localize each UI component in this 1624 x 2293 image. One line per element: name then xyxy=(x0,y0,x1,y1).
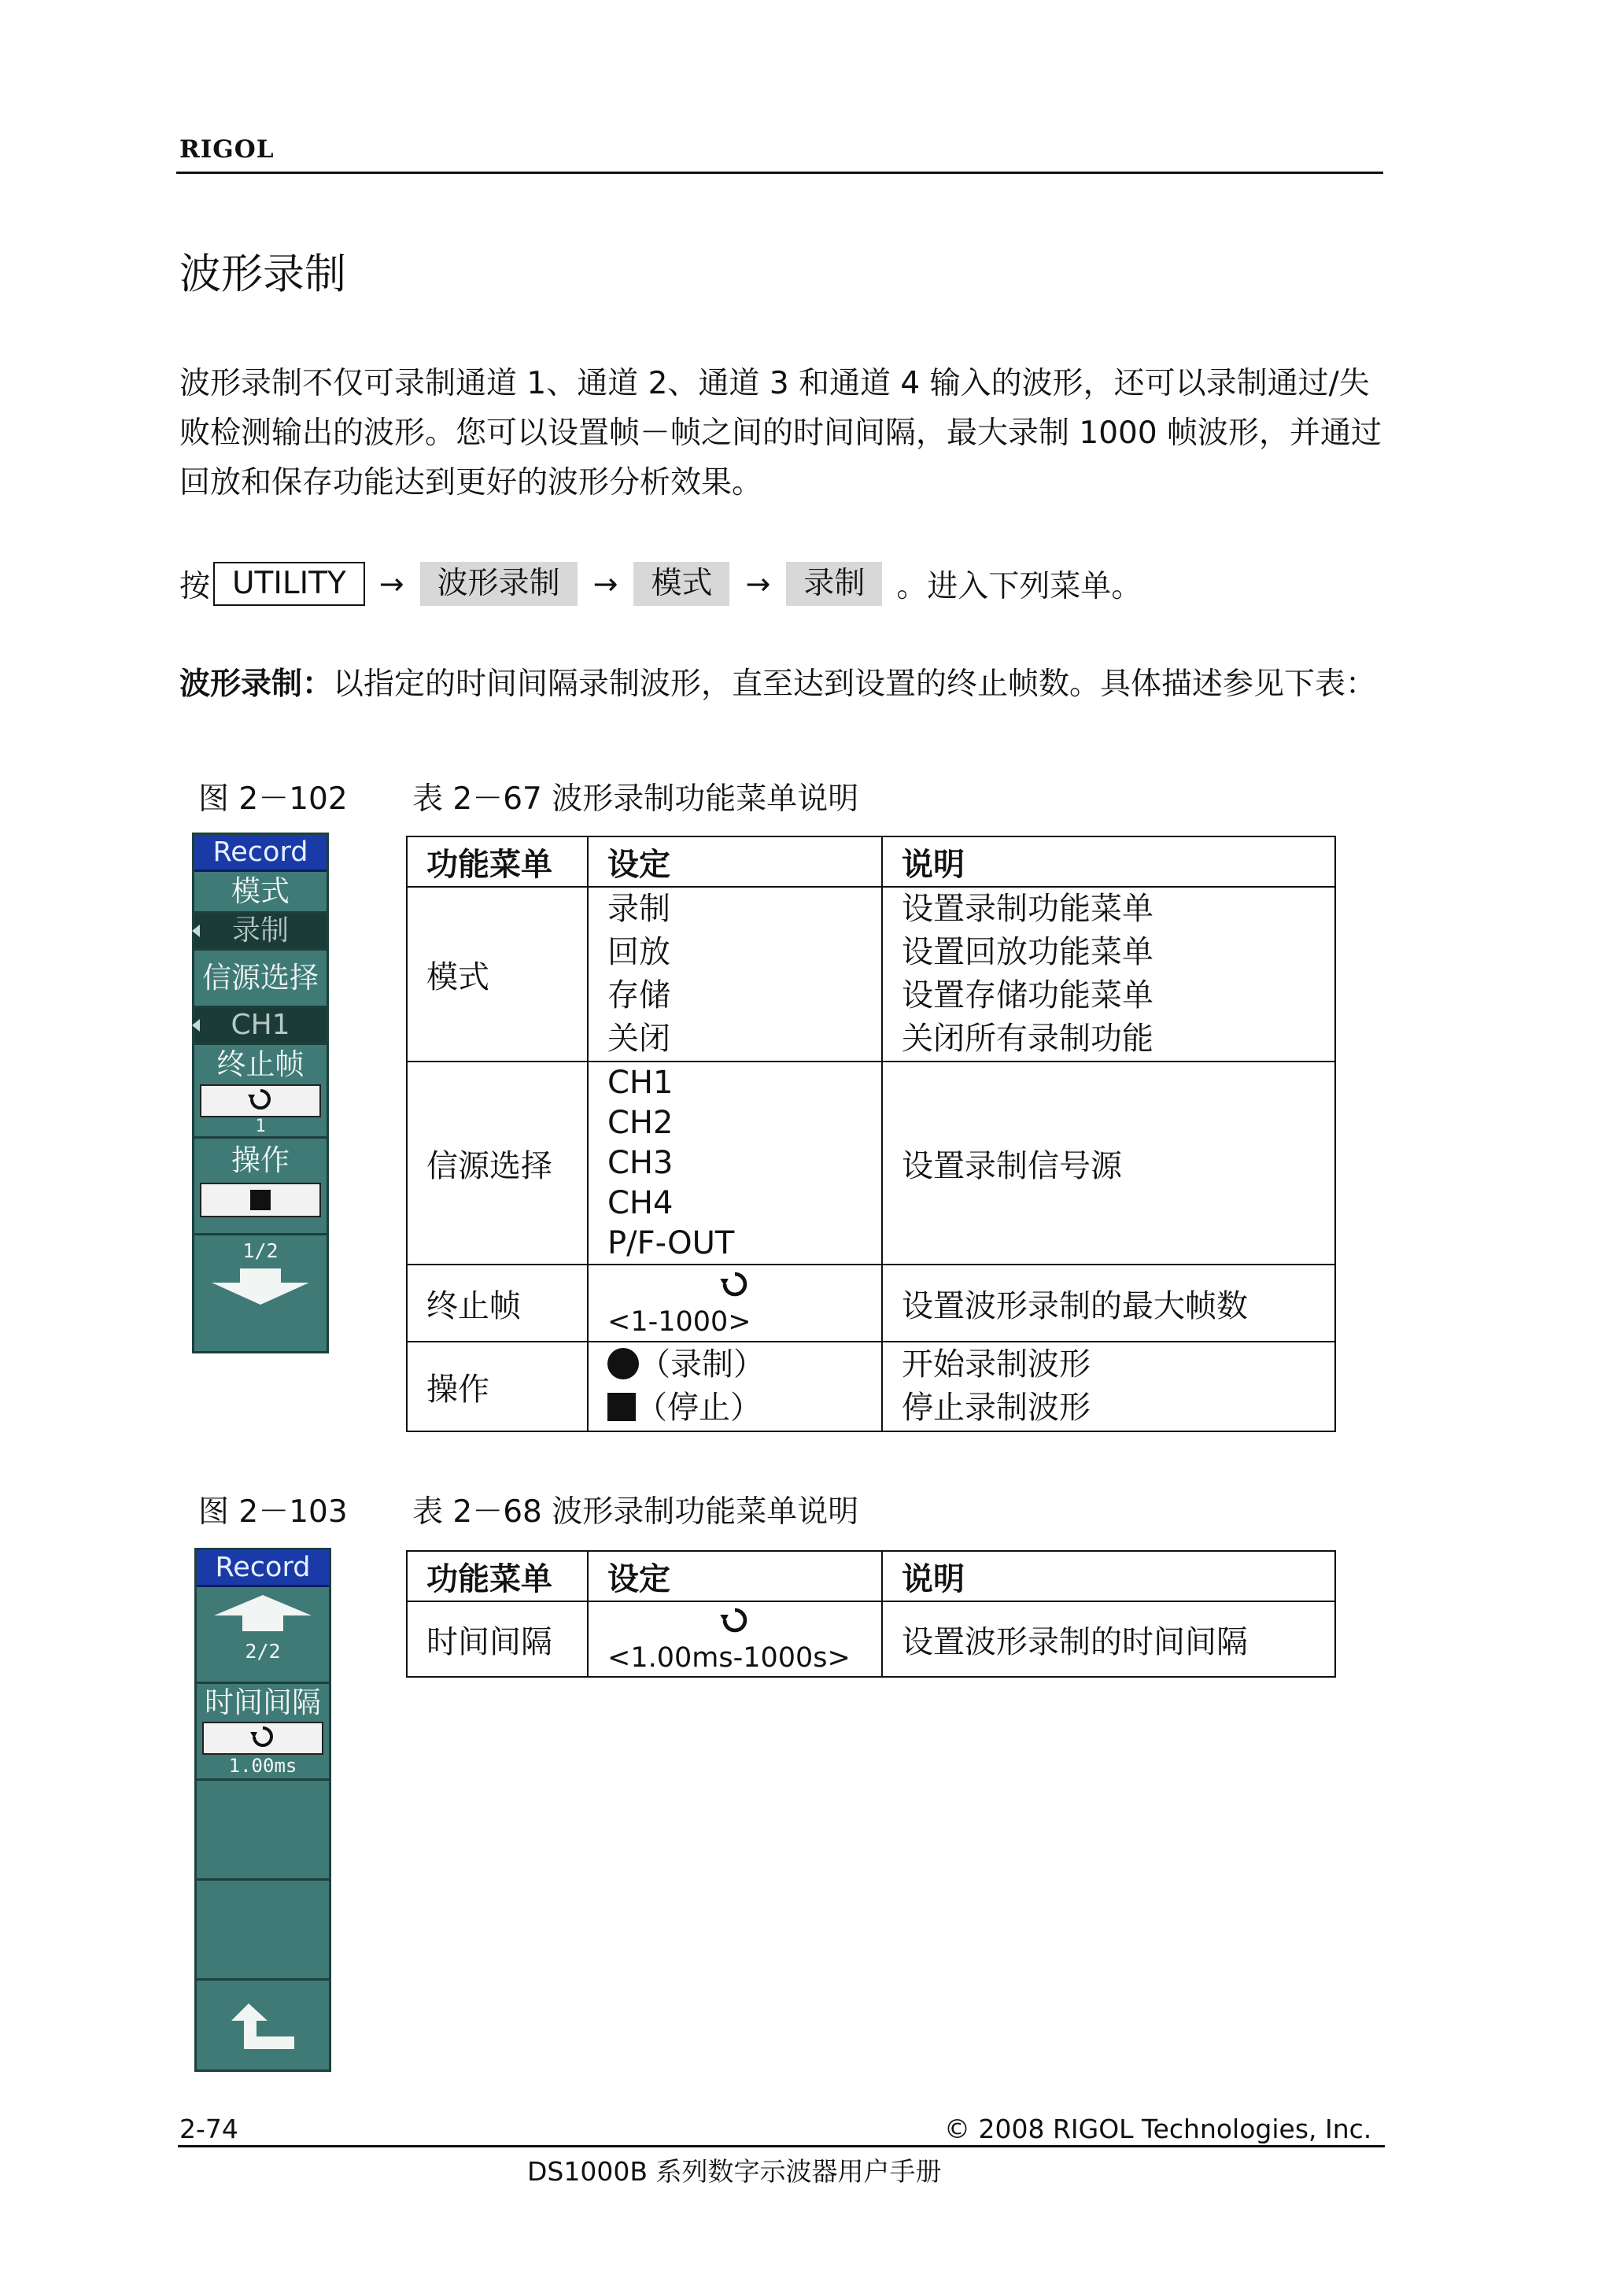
copyright: © 2008 RIGOL Technologies, Inc. xyxy=(944,2114,1372,2144)
next-page-softkey[interactable] xyxy=(194,1235,327,1327)
mode-softkey[interactable]: 模式 xyxy=(194,872,327,914)
record-text: 以指定的时间间隔录制波形，直至达到设置的终止帧数。具体描述参见下表： xyxy=(333,666,1377,702)
setting-text: （录制） xyxy=(639,1346,765,1383)
settings-cell xyxy=(588,887,882,1062)
return-softkey[interactable] xyxy=(197,1981,329,2075)
knob-icon-wrap xyxy=(607,1268,862,1305)
selector-arrow-icon xyxy=(192,1019,200,1032)
table-2-67 xyxy=(406,836,1336,1432)
record-label: 波形录制： xyxy=(179,666,334,702)
knob-icon-wrap xyxy=(607,1604,862,1641)
operation-label: 操作 xyxy=(231,1143,290,1177)
section-title: 波形录制 xyxy=(179,250,346,298)
rotate-knob-icon xyxy=(247,1723,279,1750)
menu-cell: 终止帧 xyxy=(407,1265,588,1342)
setting-item: 关闭 xyxy=(607,1021,670,1057)
interval-softkey[interactable] xyxy=(197,1684,329,1781)
table2-caption: 表 2－68 波形录制功能菜单说明 xyxy=(412,1494,859,1530)
menu-cell: 信源选择 xyxy=(407,1062,588,1265)
menu-cell: 操作 xyxy=(407,1342,588,1431)
record-circle-icon xyxy=(607,1348,639,1379)
return-arrow-icon xyxy=(225,2000,301,2055)
setting-item: CH2 xyxy=(607,1104,674,1141)
end-frame-softkey[interactable] xyxy=(194,1045,327,1139)
notes-cell: 设置波形录制的最大帧数 xyxy=(882,1265,1335,1342)
selector-arrow-icon xyxy=(192,925,200,937)
footer-rule xyxy=(178,2145,1385,2147)
table1-caption: 表 2－67 波形录制功能菜单说明 xyxy=(412,781,859,817)
manual-title: DS1000B 系列数字示波器用户手册 xyxy=(527,2156,942,2187)
table-row xyxy=(407,887,1335,1062)
notes-cell: 设置录制信号源 xyxy=(882,1062,1335,1265)
operation-softkey[interactable] xyxy=(194,1139,327,1235)
range-text: <1.00ms-1000s> xyxy=(607,1641,851,1674)
note-item: 设置录制功能菜单 xyxy=(902,891,1153,927)
nav-suffix: 。进入下列菜单。 xyxy=(896,569,1142,604)
setting-item: 存储 xyxy=(607,977,670,1014)
settings-cell xyxy=(588,1342,882,1431)
page-number: 2-74 xyxy=(179,2114,238,2144)
table-header-cell: 功能菜单 xyxy=(407,836,588,887)
page-indicator: 1/2 xyxy=(242,1239,279,1262)
end-frame-label: 终止帧 xyxy=(216,1047,304,1081)
rotate-knob-icon xyxy=(245,1086,276,1113)
softkey-mode[interactable]: 模式 xyxy=(633,562,729,606)
brand-name: RIGOL xyxy=(179,135,275,164)
notes-cell: 设置波形录制的时间间隔 xyxy=(882,1601,1335,1677)
softkey-record-op[interactable]: 录制 xyxy=(786,562,882,606)
panel-header: Record xyxy=(194,835,327,872)
prev-page-softkey[interactable] xyxy=(197,1592,329,1684)
rotate-knob-icon xyxy=(716,1268,754,1300)
mode-value-text: 录制 xyxy=(231,914,289,947)
utility-key[interactable]: UTILITY xyxy=(213,562,365,606)
setting-item: 回放 xyxy=(607,934,670,970)
table-header-cell: 功能菜单 xyxy=(407,1551,588,1601)
arrow-up-icon xyxy=(209,1592,316,1636)
record-menu-panel-1 xyxy=(192,833,329,1353)
setting-item: P/F-OUT xyxy=(607,1224,735,1261)
knob-icon-box xyxy=(202,1722,323,1755)
empty-softkey xyxy=(197,1881,329,1981)
arrow-icon: → xyxy=(745,567,771,601)
setting-item: CH1 xyxy=(607,1064,674,1101)
setting-item: 录制 xyxy=(607,891,670,927)
note-item: 关闭所有录制功能 xyxy=(902,1021,1153,1057)
stop-box xyxy=(200,1183,321,1217)
table-header-cell: 设定 xyxy=(588,1551,882,1601)
knob-icon-box xyxy=(200,1084,321,1117)
interval-label: 时间间隔 xyxy=(205,1686,321,1719)
table-row xyxy=(407,1265,1335,1342)
panel-header: Record xyxy=(197,1550,329,1587)
arrow-down-icon xyxy=(207,1267,314,1308)
table-row xyxy=(407,1601,1335,1677)
nav-prefix: 按 xyxy=(179,569,211,604)
source-value-text: CH1 xyxy=(231,1009,290,1041)
rotate-knob-icon xyxy=(716,1604,754,1636)
stop-square-icon xyxy=(607,1393,636,1421)
range-text: <1-1000> xyxy=(607,1305,751,1338)
figure2-caption: 图 2－103 xyxy=(198,1494,348,1530)
note-item: 设置存储功能菜单 xyxy=(902,977,1153,1014)
table-header-cell: 说明 xyxy=(882,1551,1335,1601)
interval-value: 1.00ms xyxy=(228,1755,297,1777)
menu-cell: 时间间隔 xyxy=(407,1601,588,1677)
setting-item xyxy=(607,1387,862,1430)
softkey-record[interactable]: 波形录制 xyxy=(420,562,578,606)
arrow-icon: → xyxy=(592,567,618,601)
settings-cell xyxy=(588,1062,882,1265)
mode-value xyxy=(194,914,327,951)
table-2-68 xyxy=(406,1550,1336,1678)
empty-softkey xyxy=(197,1781,329,1881)
settings-cell xyxy=(588,1265,882,1342)
notes-cell xyxy=(882,887,1335,1062)
navigation-path xyxy=(179,560,1142,607)
setting-item: CH4 xyxy=(607,1184,674,1221)
record-menu-panel-2 xyxy=(194,1548,331,2072)
notes-cell xyxy=(882,1342,1335,1431)
page-indicator: 2/2 xyxy=(245,1640,281,1663)
stop-icon xyxy=(250,1190,271,1210)
table-row xyxy=(407,1342,1335,1431)
note-item: 停止录制波形 xyxy=(902,1390,1091,1426)
menu-cell: 模式 xyxy=(407,887,588,1062)
header-rule xyxy=(176,172,1383,174)
table-header-cell: 设定 xyxy=(588,836,882,887)
figure1-caption: 图 2－102 xyxy=(198,781,348,817)
end-frame-value: 1 xyxy=(255,1117,266,1136)
note-item: 设置回放功能菜单 xyxy=(902,934,1153,970)
intro-paragraph: 波形录制不仅可录制通道 1、通道 2、通道 3 和通道 4 输入的波形，还可以录制通过/失败检测输出的波形。您可以设置帧－帧之间的时间间隔，最大录制 1000 帧波形，并通过回放和保存功能达到更好的波形分析效果。 xyxy=(179,366,1382,500)
setting-item xyxy=(607,1343,862,1387)
settings-cell xyxy=(588,1601,882,1677)
source-softkey[interactable]: 信源选择 xyxy=(194,951,327,1008)
setting-item: CH3 xyxy=(607,1144,674,1181)
table-header-cell: 说明 xyxy=(882,836,1335,887)
note-item: 开始录制波形 xyxy=(902,1346,1091,1383)
source-value xyxy=(194,1008,327,1045)
record-description xyxy=(179,659,1383,709)
arrow-icon: → xyxy=(378,567,404,601)
setting-text: （停止） xyxy=(636,1390,762,1426)
table-row xyxy=(407,1062,1335,1265)
